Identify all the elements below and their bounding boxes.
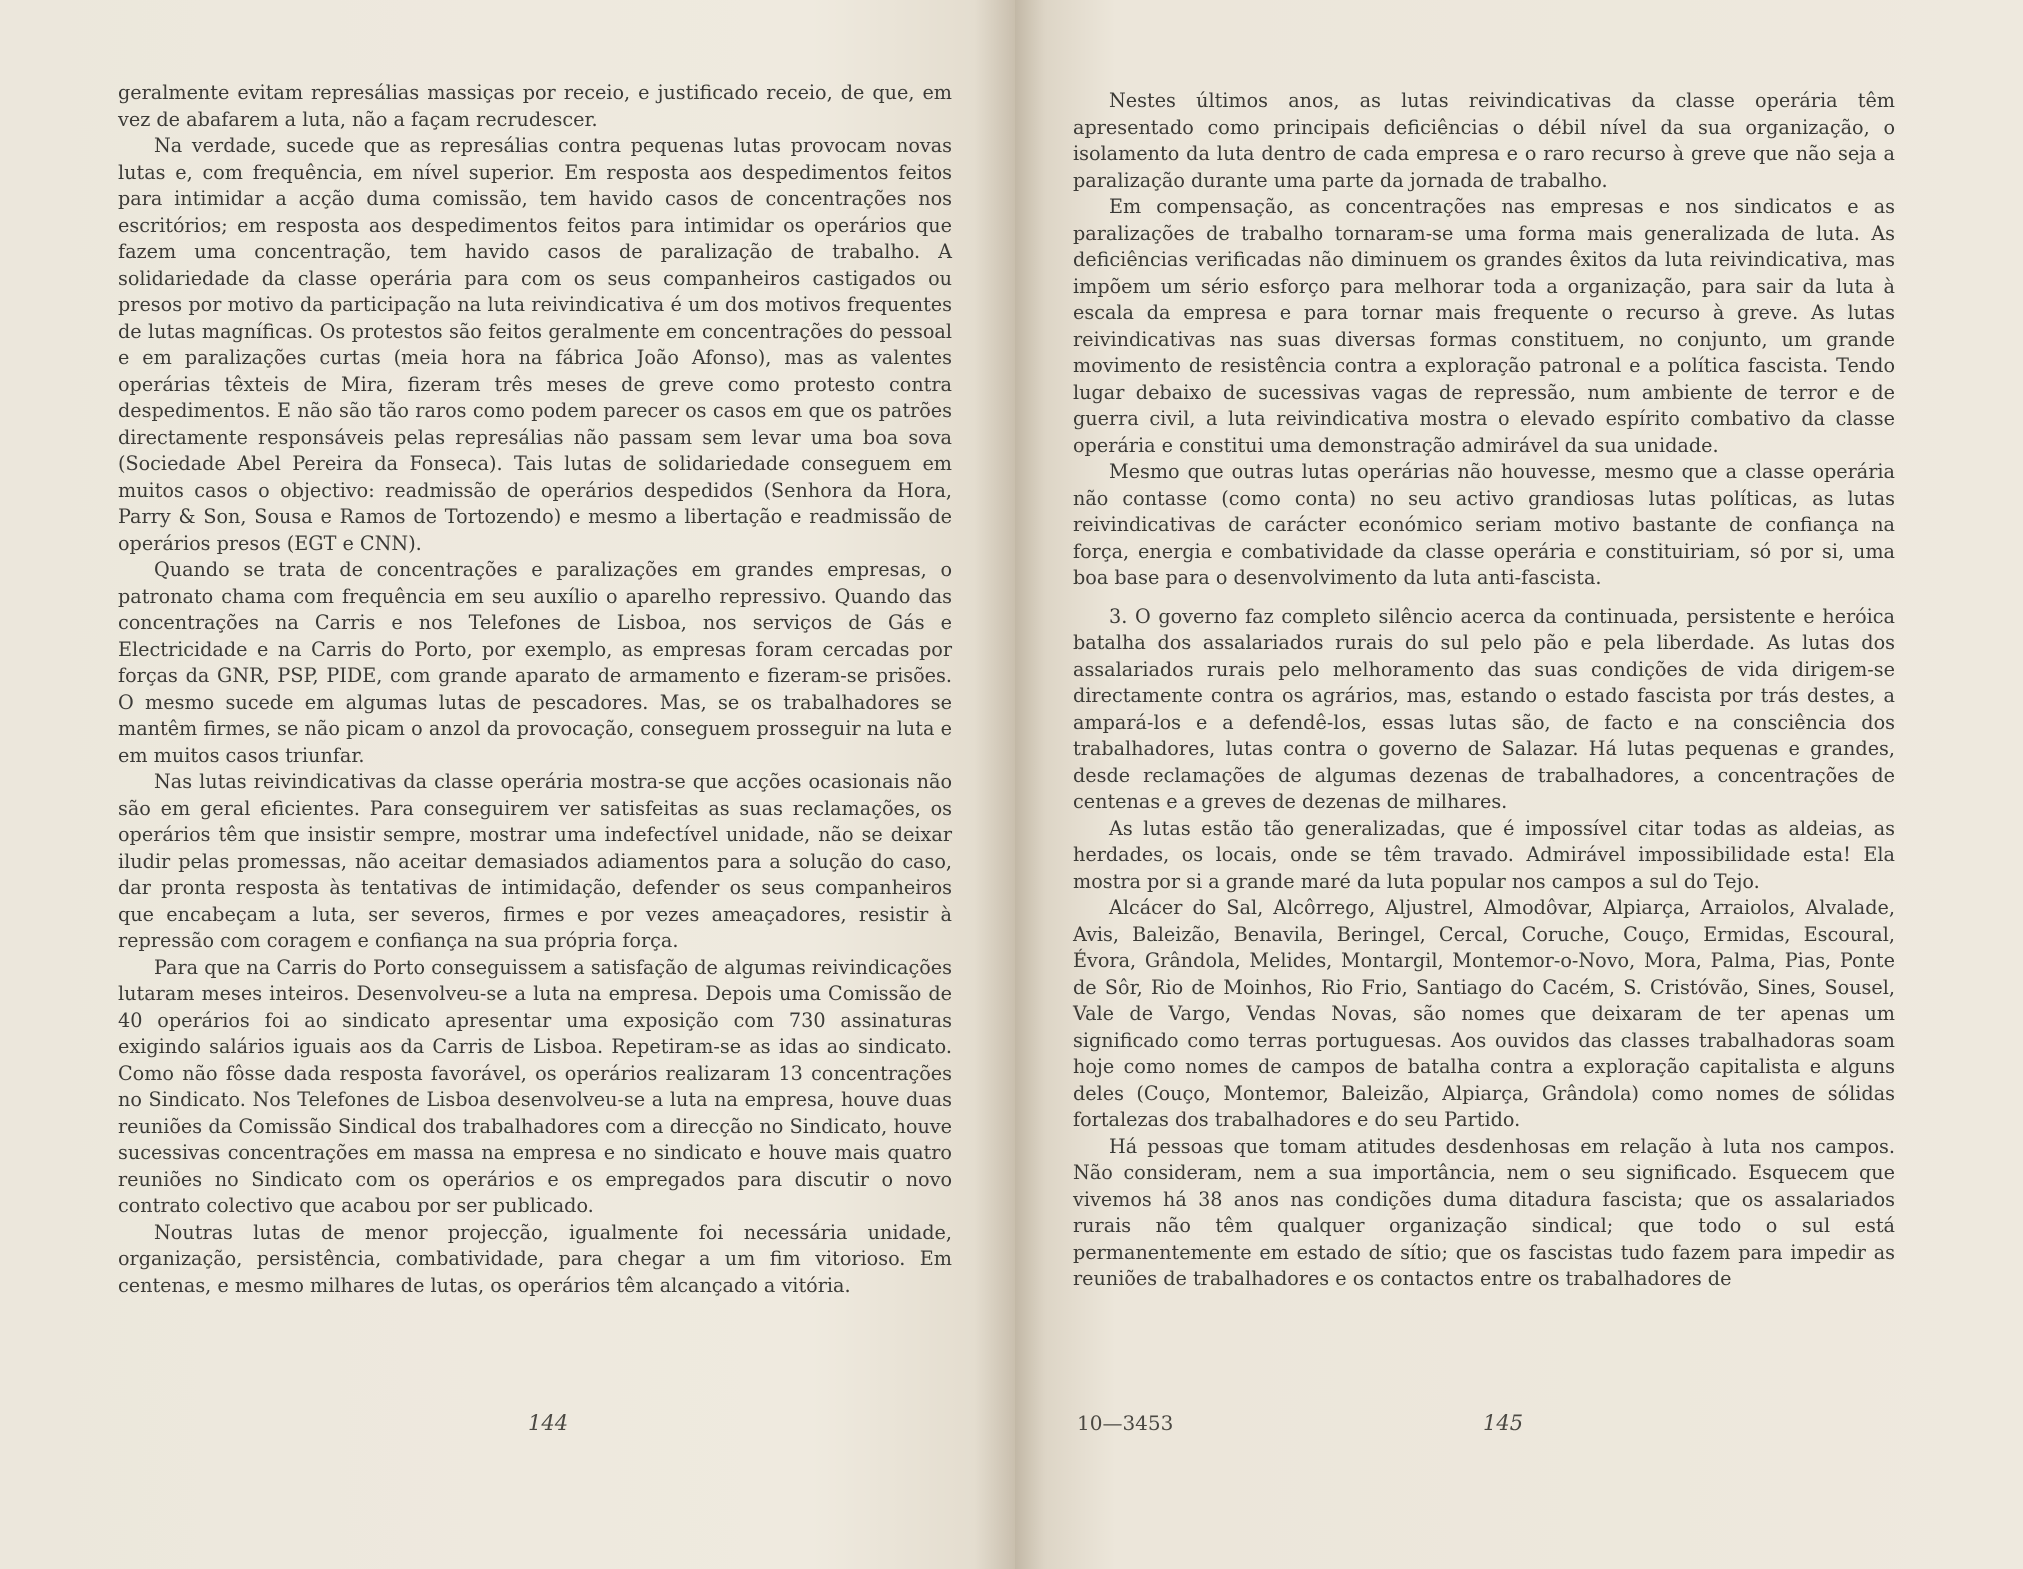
page-number: 145 bbox=[1483, 1411, 1524, 1435]
paragraph: Mesmo que outras lutas operárias não houvesse, mesmo que a classe operária não contasse (como conta) no seu activo grandiosas lutas políticas, as lutas reivindicativas de carácter económico seriam motivo bastante de confiança na força, energia e combatividade da classe operária e constituiriam, só por si, uma boa base para o desenvolvimento da luta anti-fascista. bbox=[1073, 460, 1895, 589]
paragraph: geralmente evitam represálias massiças por receio, e justificado receio, de que, em vez de abafarem a luta, não a façam recrudescer. bbox=[118, 81, 952, 131]
printer-signature-mark: 10—3453 bbox=[1077, 1411, 1174, 1435]
paragraph: Na verdade, sucede que as represálias contra pequenas lutas provocam novas lutas e, com frequência, em nível superior. Em resposta aos despedimentos feitos para intimidar a acção duma comissão, tem havido casos de concentrações nos escritórios; em resposta aos despedimentos feitos para intimidar os operários que fazem uma concentração, tem havido casos de paralização de trabalho. A solidariedade da classe operária para com os seus companheiros castigados ou presos por motivo da participação na luta reivindicativa é um dos motivos frequentes de lutas magníficas. Os protestos são feitos geralmente em concentrações do pessoal e em paralizações curtas (meia hora na fábrica João Afonso), mas as valentes operárias têxteis de Mira, fizeram três meses de greve como protesto contra despedimentos. E não são tão raros como podem parecer os casos em que os patrões directamente responsáveis pelas represálias não passam sem levar uma boa sova (Sociedade Abel Pereira da Fonseca). Tais lutas de solidariedade conseguem em muitos casos o objectivo: readmissão de operários despedidos (Senhora da Hora, Parry & Son, Sousa e Ramos de Tortozendo) e mesmo a libertação e readmissão de operários presos (EGT e CNN). bbox=[118, 134, 952, 555]
paragraph: Para que na Carris do Porto conseguissem a satisfação de algumas reivindicações lutaram meses inteiros. Desenvolveu-se a luta na empresa. Depois uma Comissão de 40 operários foi ao sindicato apresentar uma exposição com 730 assinaturas exigindo salários iguais aos da Carris de Lisboa. Repetiram-se as idas ao sindicato. Como não fôsse dada resposta favorável, os operários realizaram 13 concentrações no Sindicato. Nos Telefones de Lisboa desenvolveu-se a luta na empresa, houve duas reuniões da Comissão Sindical dos trabalhadores com a direcção no Sindicato, houve sucessivas concentrações em massa na empresa e no sindicato e houve mais quatro reuniões no Sindicato com os operários e os empregados para discutir o novo contrato colectivo que acabou por ser publicado. bbox=[118, 955, 952, 1217]
right-page-body bbox=[1073, 88, 1895, 1293]
paragraph: Nas lutas reivindicativas da classe operária mostra-se que acções ocasionais não são em geral eficientes. Para conseguirem ver satisfeitas as suas reclamações, os operários têm que insistir sempre, mostrar uma indefectível unidade, não se deixar iludir pelas promessas, não aceitar demasiados adiamentos para a solução do caso, dar pronta resposta às tentativas de intimidação, defender os seus companheiros que encabeçam a luta, ser severos, firmes e por vezes ameaçadores, resistir à repressão com coragem e confiança na sua própria força. bbox=[118, 770, 952, 952]
paragraph: Nestes últimos anos, as lutas reivindicativas da classe operária têm apresentado como principais deficiências o débil nível da sua organização, o isolamento da luta dentro de cada empresa e o raro recurso à greve que não seja a paralização durante uma parte da jornada de trabalho. bbox=[1073, 89, 1895, 192]
right-page bbox=[1015, 0, 2023, 1569]
paragraph: 3. O governo faz completo silêncio acerca da continuada, persistente e heróica batalha dos assalariados rurais do sul pelo pão e pela liberdade. As lutas dos assalariados rurais pelo melhoramento das suas condições de vida dirigem-se directamente contra os agrários, mas, estando o estado fascista por trás destes, a ampará-los e a defendê-los, essas lutas são, de facto e na consciência dos trabalhadores, lutas contra o governo de Salazar. Há lutas pequenas e grandes, desde reclamações de algumas dezenas de trabalhadores, a concentrações de centenas e a greves de dezenas de milhares. bbox=[1073, 604, 1895, 813]
left-page-body bbox=[118, 80, 952, 1299]
paragraph: Há pessoas que tomam atitudes desdenhosas em relação à luta nos campos. Não consideram, nem a sua importância, nem o seu significado. Esquecem que vivemos há 38 anos nas condições duma ditadura fascista; que os assalariados rurais não têm qualquer organização sindical; que todo o sul está permanentemente em estado de sítio; que os fascistas tudo fazem para impedir as reuniões de trabalhadores e os contactos entre os trabalhadores de bbox=[1073, 1134, 1895, 1290]
paragraph: Quando se trata de concentrações e paralizações em grandes empresas, o patronato chama com frequência em seu auxílio o aparelho repressivo. Quando das concentrações na Carris e nos Telefones de Lisboa, nos serviços de Gás e Electricidade e na Carris do Porto, por exemplo, as empresas foram cercadas por forças da GNR, PSP, PIDE, com grande aparato de armamento e fizeram-se prisões. O mesmo sucede em algumas lutas de pescadores. Mas, se os trabalhadores se mantêm firmes, se não picam o anzol da provocação, conseguem prosseguir na luta e em muitos casos triunfar. bbox=[118, 558, 952, 767]
paragraph: Em compensação, as concentrações nas empresas e nos sindicatos e as paralizações de trabalho tornaram-se uma forma mais generalizada de luta. As deficiências verificadas não diminuem os grandes êxitos da luta reivindicativa, mas impõem um sério esforço para melhorar toda a organização, para sair da luta à escala da empresa e para tornar mais frequente o recurso à greve. As lutas reivindicativas nas suas diversas formas constituem, no conjunto, um grande movimento de resistência contra a exploração patronal e a política fascista. Tendo lugar debaixo de sucessivas vagas de repressão, num ambiente de terror e de guerra civil, a luta reivindicativa mostra o elevado espírito combativo da classe operária e constitui uma demonstração admirável da sua unidade. bbox=[1073, 195, 1895, 457]
paragraph: Noutras lutas de menor projecção, igualmente foi necessária unidade, organização, persistência, combatividade, para chegar a um fim vitorioso. Em centenas, e mesmo milhares de lutas, os operários têm alcançado a vitória. bbox=[118, 1220, 952, 1297]
paragraph: As lutas estão tão generalizadas, que é impossível citar todas as aldeias, as herdades, os locais, onde se têm travado. Admirável impossibilidade esta! Ela mostra por si a grande maré da luta popular nos campos a sul do Tejo. bbox=[1073, 816, 1895, 893]
paragraph: Alcácer do Sal, Alcôrrego, Aljustrel, Almodôvar, Alpiarça, Arraiolos, Alvalade, Avis, Baleizão, Benavila, Beringel, Cercal, Coruche, Couço, Ermidas, Escoural, Évora, Grândola, Melides, Montargil, Montemor-o-Novo, Mora, Palma, Pias, Ponte de Sôr, Rio de Moinhos, Rio Frio, Santiago do Cacém, S. Cristóvão, Sines, Sousel, Vale de Vargo, Vendas Novas, são nomes que deixaram de ter apenas um significado como terras portuguesas. Aos ouvidos das classes trabalhadoras soam hoje como nomes de campos de batalha contra a exploração capitalista e alguns deles (Couço, Montemor, Baleizão, Alpiarça, Grândola) como nomes de sólidas fortalezas dos trabalhadores e do seu Partido. bbox=[1073, 896, 1895, 1131]
page-number: 144 bbox=[528, 1411, 569, 1435]
